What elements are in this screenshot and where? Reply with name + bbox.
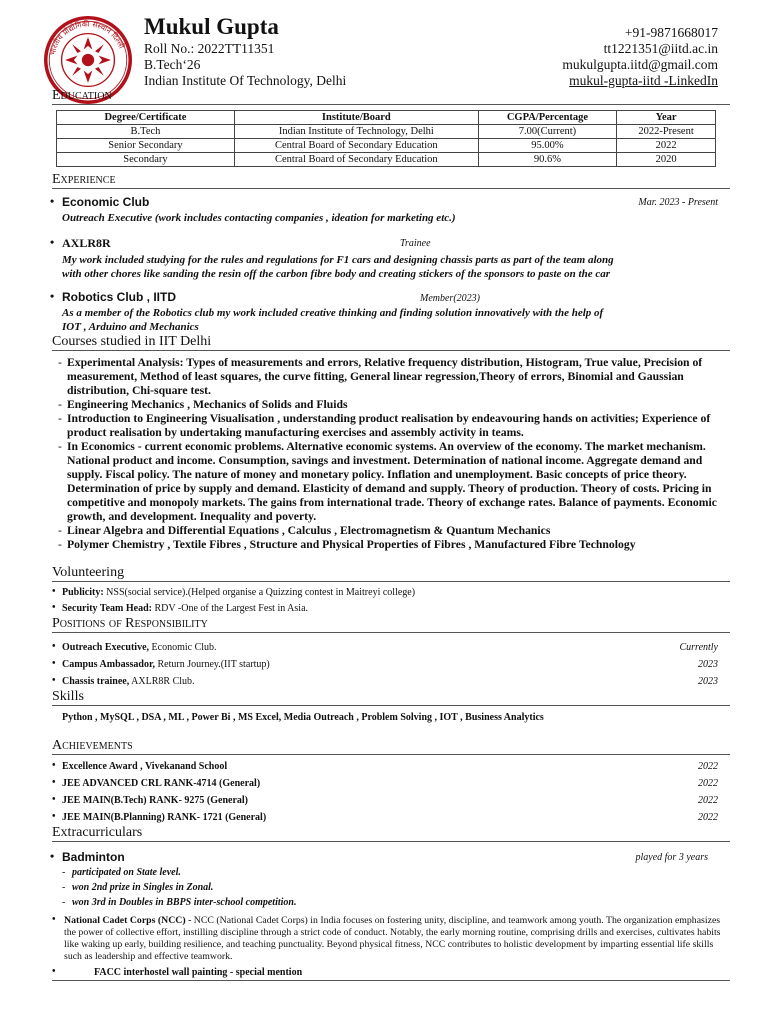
bullet: • — [52, 602, 56, 613]
column-header: CGPA/Percentage — [478, 111, 616, 125]
dash: - — [62, 882, 66, 893]
divider — [52, 188, 730, 189]
badminton-note: played for 3 years — [635, 852, 708, 863]
table-cell: B.Tech — [57, 125, 235, 139]
table-cell: Senior Secondary — [57, 139, 235, 153]
achievements-heading: Achievements — [52, 738, 133, 753]
bullet: • — [50, 194, 55, 208]
dash: - — [62, 867, 66, 878]
achievement-item: JEE MAIN(B.Planning) RANK- 1721 (General) — [62, 812, 267, 823]
bullet: • — [50, 235, 55, 249]
table-row — [57, 153, 716, 167]
bullet: • — [50, 849, 55, 863]
experience-date: Mar. 2023 - Present — [638, 197, 718, 208]
achievement-year: 2022 — [698, 778, 718, 789]
experience-title: Robotics Club , IITD — [62, 290, 176, 304]
bullet: • — [52, 658, 56, 669]
education-heading: Education — [52, 88, 112, 103]
skills-heading: Skills — [52, 689, 84, 704]
table-cell: 90.6% — [478, 153, 616, 167]
facc-item: FACC interhostel wall painting - special mention — [94, 967, 303, 978]
column-header: Year — [617, 111, 716, 125]
experience-role: Member(2023) — [420, 293, 480, 304]
experience-description: As a member of the Robotics club my work included creative thinking and finding solution innovatively with the help of — [62, 307, 604, 319]
experience-description: My work included studying for the rules and regulations for F1 cars and designing chassis parts as part of the team along — [62, 254, 614, 266]
course-item: - Engineering Mechanics , Mechanics of Solids and Fluids — [58, 398, 718, 412]
course-item: - Experimental Analysis: Types of measurements and errors, Relative frequency distribution, Histogram, True value, Precision of measurement, Method of least squares, the curve fitting, General linear regression,Theory of errors, Binomial and Gaussian distribution, Chi-square test. — [58, 356, 718, 398]
bullet: • — [52, 914, 56, 925]
badminton-item: won 2nd prize in Singles in Zonal. — [72, 882, 214, 893]
divider — [52, 754, 730, 755]
bullet: • — [52, 641, 56, 652]
course-item: - Linear Algebra and Differential Equations , Calculus , Electromagnetism & Quantum Mechanics — [58, 524, 718, 538]
phone-number: +91-9871668017 — [624, 25, 718, 40]
table-cell: 95.00% — [478, 139, 616, 153]
position-item: Campus Ambassador, Return Journey.(IIT startup) — [62, 659, 270, 670]
divider — [52, 705, 730, 706]
position-date: Currently — [679, 642, 718, 653]
experience-description: IOT , Arduino and Mechanics — [62, 321, 199, 333]
bullet: • — [52, 760, 56, 771]
position-date: 2023 — [698, 676, 718, 687]
achievement-year: 2022 — [698, 812, 718, 823]
table-cell: Central Board of Secondary Education — [234, 153, 478, 167]
bullet: • — [52, 675, 56, 686]
table-row — [57, 125, 716, 139]
divider — [52, 350, 730, 351]
position-item: Chassis trainee, AXLR8R Club. — [62, 676, 195, 687]
bullet: • — [50, 289, 55, 303]
course-item: - Introduction to Engineering Visualisation , understanding product realisation by endeavouring hands on activities; Experience of product realisation by undertaking manufacturing exercises and assembly activity in teams. — [58, 412, 718, 440]
table-header-row — [57, 111, 716, 125]
table-cell: 2020 — [617, 153, 716, 167]
experience-heading: Experience — [52, 172, 116, 187]
divider — [52, 841, 730, 842]
bullet: • — [52, 586, 56, 597]
education-table — [56, 110, 716, 167]
roll-number: Roll No.: 2022TT11351 — [144, 41, 275, 56]
column-header: Degree/Certificate — [57, 111, 235, 125]
table-row — [57, 139, 716, 153]
degree-year: B.Tech‘26 — [144, 57, 201, 72]
course-item: - Polymer Chemistry , Textile Fibres , Structure and Physical Properties of Fibres , Manufactured Fibre Technology — [58, 538, 718, 552]
bullet: • — [52, 777, 56, 788]
table-cell: Secondary — [57, 153, 235, 167]
position-item: Outreach Executive, Economic Club. — [62, 642, 217, 653]
linkedin-link[interactable]: mukul-gupta-iitd -LinkedIn — [569, 73, 718, 88]
candidate-name: Mukul Gupta — [144, 14, 279, 39]
dash: - — [62, 897, 66, 908]
experience-title: AXLR8R — [62, 236, 111, 250]
svg-text:भारतीय प्रौद्योगिकी संस्थान दि: भारतीय प्रौद्योगिकी संस्थान दिल्ली — [47, 19, 127, 57]
achievement-item: Excellence Award , Vivekanand School — [62, 761, 228, 772]
experience-title: Economic Club — [62, 195, 150, 209]
achievement-year: 2022 — [698, 761, 718, 772]
divider — [52, 632, 730, 633]
volunteering-item: Publicity: NSS(social service).(Helped organise a Quizzing contest in Maitreyi college) — [62, 587, 416, 598]
courses-heading: Courses studied in IIT Delhi — [52, 334, 212, 349]
email-iitd-link[interactable]: tt1221351@iitd.ac.in — [603, 41, 718, 56]
experience-role: Trainee — [400, 238, 431, 249]
divider — [52, 980, 730, 981]
course-item: - In Economics - current economic problems. Alternative economic systems. An overview of the economy. The market mechanism. National product and income. Consumption, savings and investment. Determination of national income. Aggregate demand and supply. Fiscal policy. The nature of money and monetary policy. Inflation and unemployment. Basic concepts of price theory. Determination of price by supply and demand. Elasticity of demand and supply. Theory of production. Theory of costs. Pricing in competitive and monopoly markets. The gains from international trade. Theory of exchange rates. Balance of payments. Economic growth, and development. Inequality and poverty. — [58, 440, 718, 524]
bullet: • — [52, 811, 56, 822]
ncc-description: National Cadet Corps (NCC) - NCC (National Cadet Corps) in India focuses on fostering unity, discipline, and teamwork among youth. The organization emphasizes the power of collective effort, instilling discipline through a strict code of conduct. Notably, the early morning routine, comprising drills and exercises, cultivates habits like waking up early, building resilience, and teaching punctuality. Beyond physical fitness, NCC contributes to holistic development by imparting essential life skills such as leadership and effective teamwork. — [64, 915, 721, 962]
badminton-item: won 3rd in Doubles in BBPS inter-school competition. — [72, 897, 297, 908]
column-header: Institute/Board — [234, 111, 478, 125]
institute-name: Indian Institute Of Technology, Delhi — [144, 73, 347, 88]
experience-description: Outreach Executive (work includes contacting companies , ideation for marketing etc.) — [62, 212, 456, 224]
email-gmail-link[interactable]: mukulgupta.iitd@gmail.com — [562, 57, 718, 72]
table-cell: Indian Institute of Technology, Delhi — [234, 125, 478, 139]
extracurriculars-heading: Extracurriculars — [52, 825, 143, 840]
table-cell: 2022 — [617, 139, 716, 153]
bullet: • — [52, 966, 56, 977]
badminton-item: participated on State level. — [72, 867, 181, 878]
table-cell: 7.00(Current) — [478, 125, 616, 139]
skills-list: Python , MySQL , DSA , ML , Power Bi , MS Excel, Media Outreach , Problem Solving , IOT , Business Analytics — [62, 712, 544, 723]
table-cell: 2022-Present — [617, 125, 716, 139]
volunteering-heading: Volunteering — [52, 565, 125, 580]
achievement-item: JEE ADVANCED CRL RANK-4714 (General) — [62, 778, 261, 789]
courses-list — [58, 356, 718, 552]
achievement-year: 2022 — [698, 795, 718, 806]
position-date: 2023 — [698, 659, 718, 670]
divider — [52, 581, 730, 582]
bullet: • — [52, 794, 56, 805]
positions-heading: Positions of Responsibility — [52, 616, 208, 631]
volunteering-item: Security Team Head: RDV -One of the Largest Fest in Asia. — [62, 603, 309, 614]
experience-description: with other chores like sanding the resin off the carbon fibre body and creating stickers of the sponsors to paste on the car — [62, 268, 611, 280]
divider — [52, 104, 730, 105]
table-cell: Central Board of Secondary Education — [234, 139, 478, 153]
achievement-item: JEE MAIN(B.Tech) RANK- 9275 (General) — [62, 795, 249, 806]
badminton-title: Badminton — [62, 850, 125, 864]
